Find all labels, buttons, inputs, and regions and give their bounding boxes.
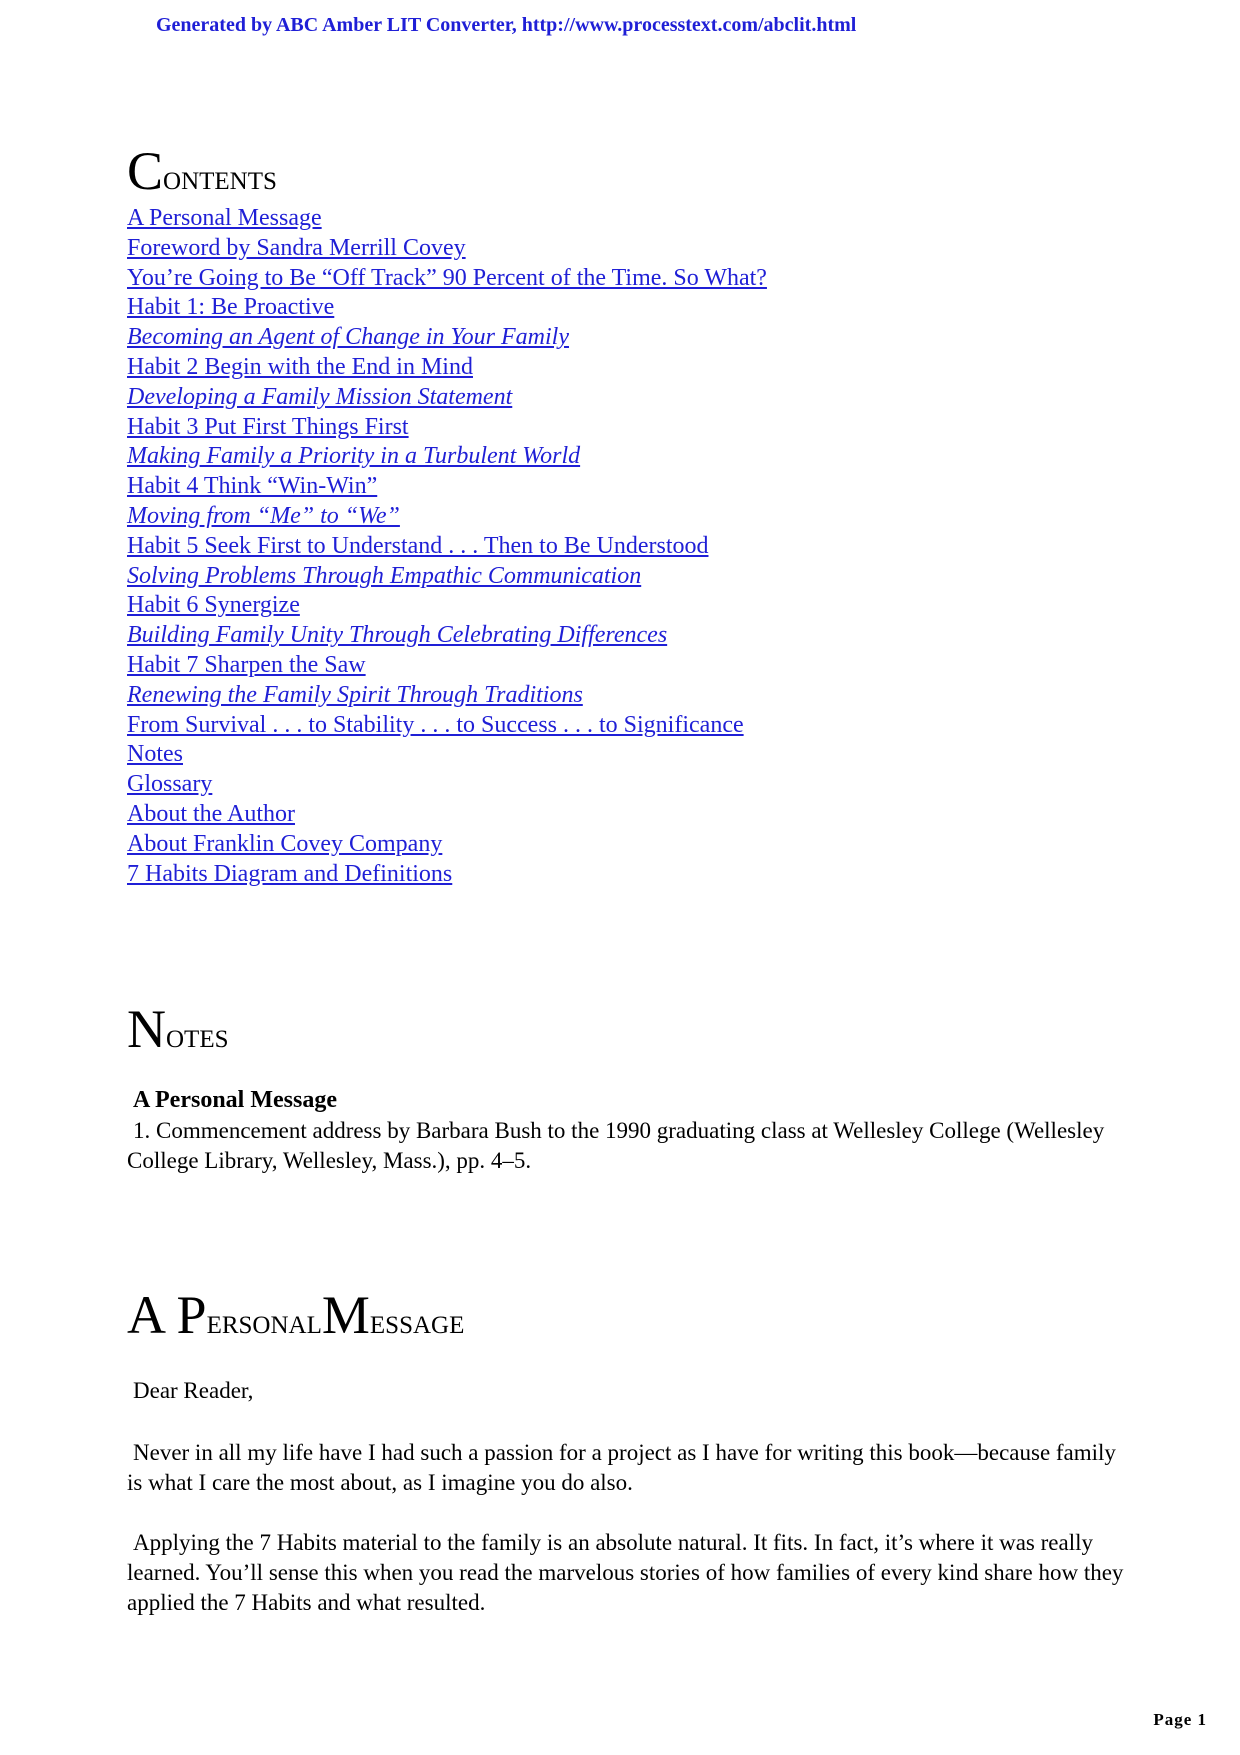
notes-title: NOTES bbox=[127, 999, 229, 1060]
toc-link[interactable]: Habit 5 Seek First to Understand . . . Then to Be Understood bbox=[127, 532, 709, 559]
toc-link[interactable]: Habit 2 Begin with the End in Mind bbox=[127, 353, 473, 380]
toc-link[interactable]: 7 Habits Diagram and Definitions bbox=[127, 860, 453, 887]
converter-header-link[interactable]: Generated by ABC Amber LIT Converter, http://www.processtext.com/abclit.html bbox=[156, 14, 857, 36]
toc-link[interactable]: Glossary bbox=[127, 771, 213, 798]
toc-link[interactable]: Habit 1: Be Proactive bbox=[127, 294, 335, 321]
toc-link[interactable]: Habit 6 Synergize bbox=[127, 592, 300, 619]
toc-link[interactable]: Developing a Family Mission Statement bbox=[127, 383, 513, 410]
toc-link[interactable]: Solving Problems Through Empathic Communication bbox=[127, 562, 642, 589]
toc-link[interactable]: Renewing the Family Spirit Through Traditions bbox=[127, 681, 583, 708]
message-paragraph: Never in all my life have I had such a passion for a project as I have for writing this book—because family is what I care the most about, as I imagine you do also. bbox=[127, 1440, 1116, 1496]
toc-link[interactable]: Notes bbox=[127, 741, 183, 768]
personal-message-title: A PERSONALMESSAGE bbox=[127, 1285, 465, 1346]
table-of-contents bbox=[127, 204, 1127, 889]
document-body bbox=[127, 141, 1127, 1618]
message-paragraph: Applying the 7 Habits material to the family is an absolute natural. It fits. In fact, it’s where it was really learned. You’ll sense this when you read the marvelous stories of how families of every kind share how they applied the 7 Habits and what resulted. bbox=[127, 1530, 1124, 1616]
toc-link[interactable]: A Personal Message bbox=[127, 205, 322, 231]
toc-link[interactable]: Foreword by Sandra Merrill Covey bbox=[127, 234, 466, 261]
toc-link[interactable]: Building Family Unity Through Celebrating Differences bbox=[127, 622, 668, 649]
toc-link[interactable]: Moving from “Me” to “We” bbox=[127, 502, 400, 529]
note-entry: 1. Commencement address by Barbara Bush to the 1990 graduating class at Wellesley College (Wellesley College Library, Wellesley, Mass.), pp. 4–5. bbox=[127, 1118, 1105, 1174]
toc-link[interactable]: Habit 3 Put First Things First bbox=[127, 413, 409, 440]
note-section-heading: A Personal Message bbox=[133, 1087, 337, 1114]
toc-link[interactable]: Becoming an Agent of Change in Your Family bbox=[127, 324, 569, 351]
salutation: Dear Reader, bbox=[133, 1378, 254, 1404]
toc-link[interactable]: From Survival . . . to Stability . . . to Success . . . to Significance bbox=[127, 711, 744, 738]
toc-link[interactable]: About the Author bbox=[127, 800, 295, 827]
toc-link[interactable]: You’re Going to Be “Off Track” 90 Percent of the Time. So What? bbox=[127, 264, 767, 291]
contents-title: CONTENTS bbox=[127, 141, 277, 201]
toc-link[interactable]: Making Family a Priority in a Turbulent World bbox=[127, 443, 581, 470]
toc-link[interactable]: Habit 7 Sharpen the Saw bbox=[127, 651, 366, 678]
toc-link[interactable]: Habit 4 Think “Win-Win” bbox=[127, 473, 378, 500]
toc-link[interactable]: About Franklin Covey Company bbox=[127, 830, 443, 857]
page-number: Page 1 bbox=[1153, 1710, 1207, 1729]
